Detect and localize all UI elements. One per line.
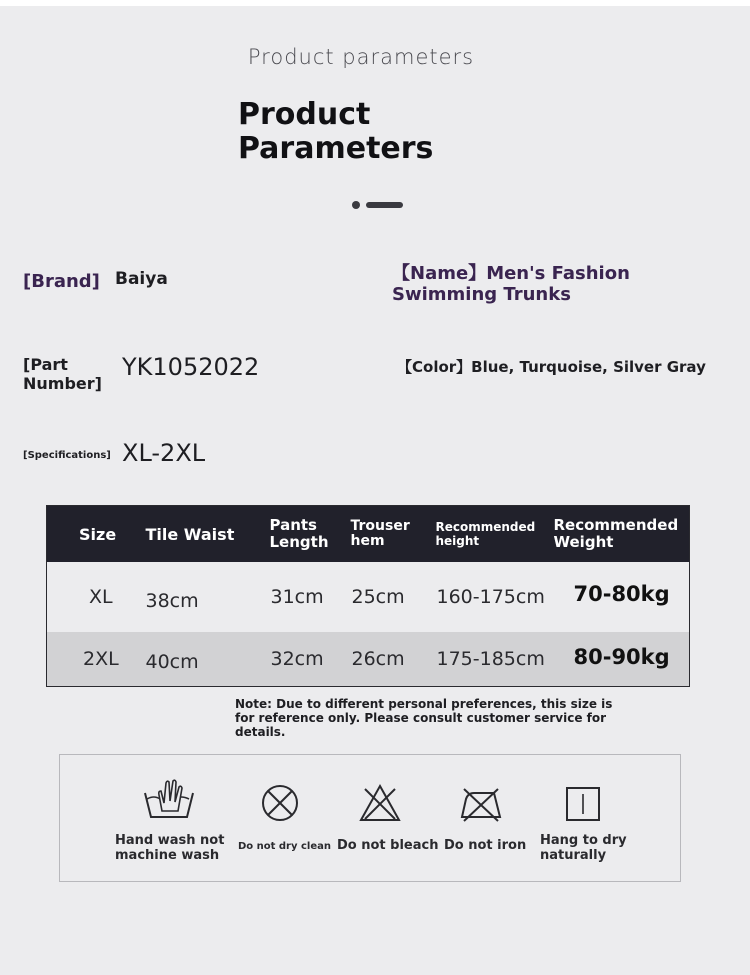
name-label: 【Name】 xyxy=(392,263,487,284)
cell-size: XL xyxy=(47,562,146,632)
header-weight-line-1: Recommended xyxy=(553,516,679,534)
brand-label: [Brand] xyxy=(23,271,100,292)
header-weight xyxy=(554,506,690,563)
cell-weight: 70-80kg xyxy=(554,562,690,632)
part-label-line-1: [Part xyxy=(23,355,68,374)
no-bleach-label: Do not bleach xyxy=(337,838,439,853)
title-line-2: Parameters xyxy=(238,131,434,166)
part-number-value: YK1052022 xyxy=(122,353,260,381)
hang-dry-label xyxy=(540,833,627,863)
hand-wash-line-1: Hand wash not xyxy=(115,833,225,848)
indicator-dot xyxy=(352,201,360,209)
header-length-line-1: Pants xyxy=(269,516,317,534)
page-title xyxy=(238,98,433,166)
header-size: Size xyxy=(47,506,146,563)
brand-value: Baiya xyxy=(115,269,168,289)
cell-length: 31cm xyxy=(270,562,351,632)
header-height-line-1: Recommended xyxy=(435,520,536,534)
cell-waist: 38cm xyxy=(146,562,270,632)
no-dry-clean-icon xyxy=(260,783,300,823)
cell-hem: 25cm xyxy=(351,562,436,632)
carousel-indicator xyxy=(352,201,403,209)
cell-height: 160-175cm xyxy=(436,562,554,632)
name-value-line-1: Men's Fashion xyxy=(486,263,630,284)
title-line-1: Product xyxy=(238,97,371,132)
no-iron-label: Do not iron xyxy=(444,838,527,853)
header-weight-line-2: Weight xyxy=(553,533,614,551)
header-hem-line-1: Trouser xyxy=(350,518,410,534)
hand-wash-line-2: machine wash xyxy=(115,848,220,863)
hang-dry-line-2: naturally xyxy=(540,848,607,863)
hang-dry-icon xyxy=(565,786,601,822)
table-header-row xyxy=(47,506,690,563)
color-value: Blue, Turquoise, Silver Gray xyxy=(471,358,706,376)
size-note: Note: Due to different personal preferences, this size is for reference only. Please consult customer service for details. xyxy=(235,697,613,739)
part-number-label xyxy=(23,355,102,393)
section-subtitle: Product parameters xyxy=(247,45,475,69)
header-waist: Tile Waist xyxy=(146,506,270,563)
cell-weight: 80-90kg xyxy=(554,632,690,687)
cell-height: 175-185cm xyxy=(436,632,554,687)
cell-hem: 26cm xyxy=(351,632,436,687)
color-label: 【Color】 xyxy=(397,358,472,376)
header-hem-line-2: hem xyxy=(350,533,385,549)
header-hem xyxy=(351,506,436,563)
header-height xyxy=(436,506,554,563)
part-label-line-2: Number] xyxy=(23,374,102,393)
watermark-shape xyxy=(468,88,598,168)
cell-length: 32cm xyxy=(270,632,351,687)
hand-wash-icon xyxy=(142,777,196,821)
hand-wash-label xyxy=(115,833,224,863)
hang-dry-line-1: Hang to dry xyxy=(540,833,627,848)
care-instructions-box xyxy=(59,754,681,882)
no-iron-icon xyxy=(458,785,504,825)
size-table xyxy=(46,505,690,687)
header-length-line-2: Length xyxy=(269,533,329,551)
cell-waist: 40cm xyxy=(146,632,270,687)
specifications-label: [Specifications] xyxy=(23,450,111,461)
name-value-line-2: Swimming Trunks xyxy=(392,284,571,305)
indicator-bar-active xyxy=(366,202,403,208)
header-height-line-2: height xyxy=(435,534,480,548)
cell-size: 2XL xyxy=(47,632,146,687)
no-dry-clean-label: Do not dry clean xyxy=(238,841,331,852)
specifications-value: XL-2XL xyxy=(122,439,206,467)
header-length xyxy=(270,506,351,563)
name-field xyxy=(392,263,630,305)
no-bleach-icon xyxy=(359,783,401,823)
table-row xyxy=(47,562,690,632)
table-row xyxy=(47,632,690,687)
color-field xyxy=(397,356,706,377)
